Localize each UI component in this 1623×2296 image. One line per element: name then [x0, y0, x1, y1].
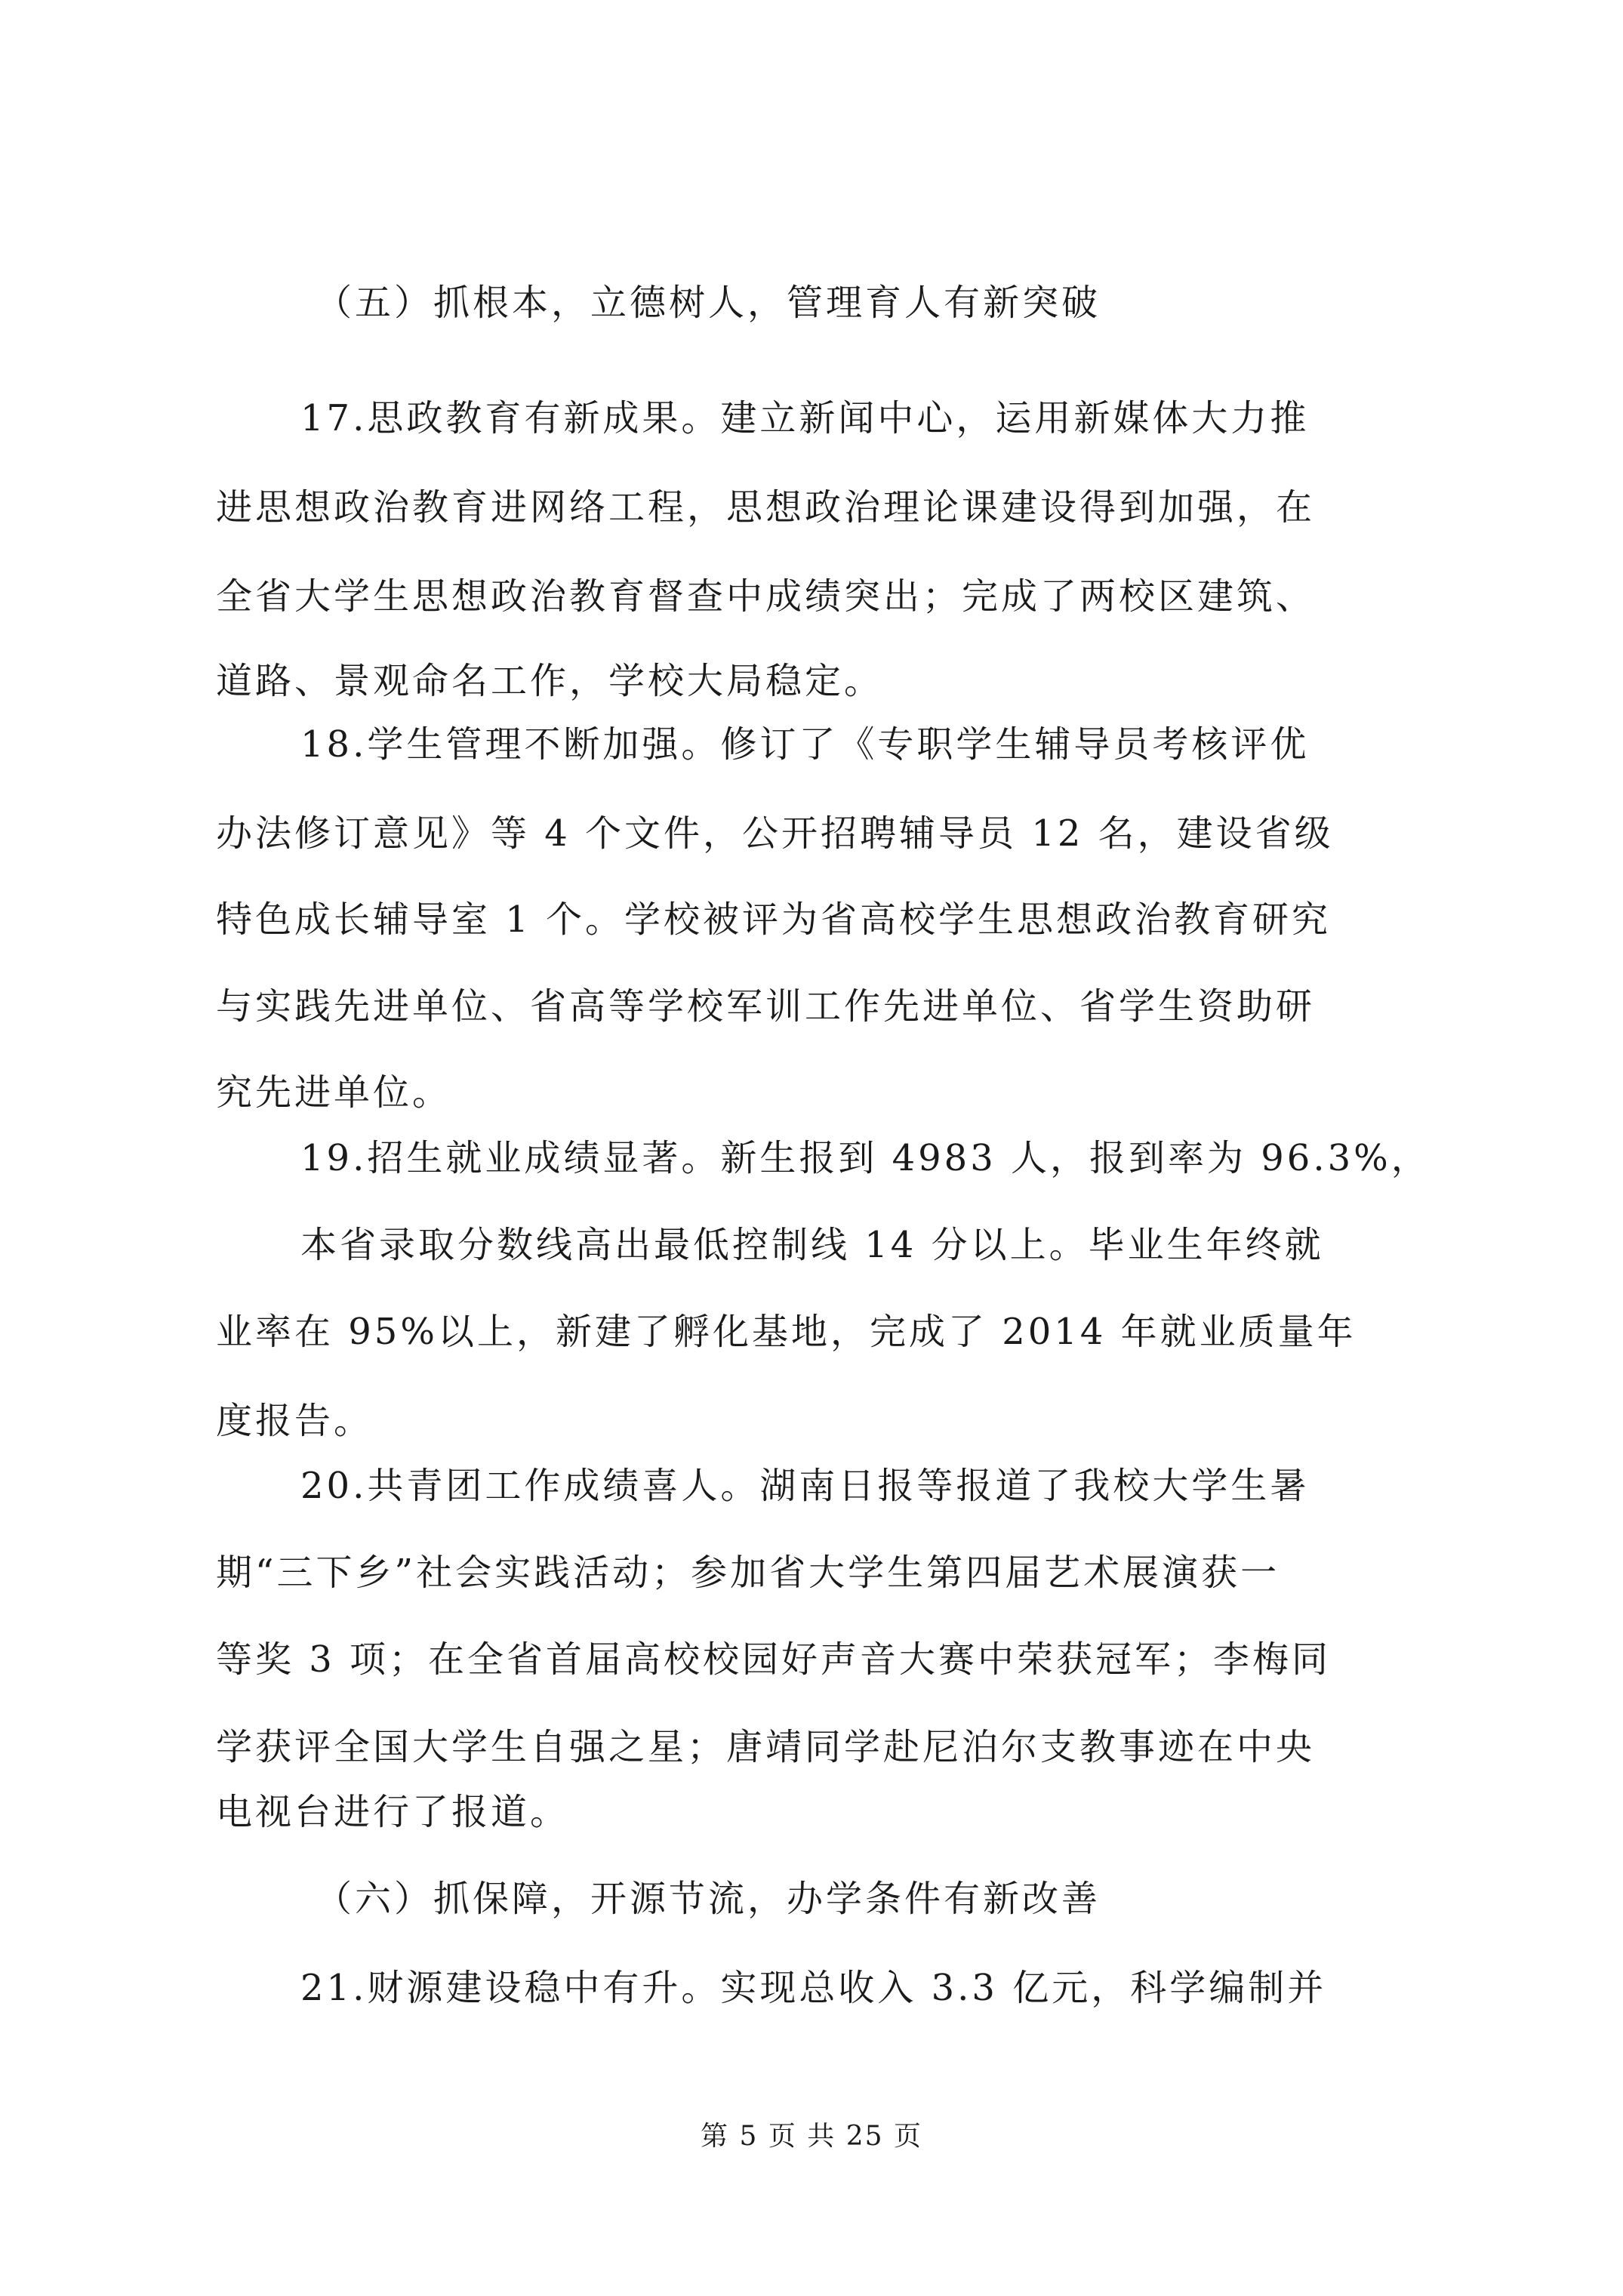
paragraph-19-line-4: 度报告。: [216, 1400, 374, 1442]
paragraph-17-line-1: 17.思政教育有新成果。建立新闻中心，运用新媒体大力推: [300, 397, 1310, 439]
paragraph-18-line-3: 特色成长辅导室 1 个。学校被评为省高校学生思想政治教育研究: [216, 898, 1332, 941]
paragraph-20-line-2: 期“三下乡”社会实践活动；参加省大学生第四届艺术展演获一: [216, 1552, 1280, 1594]
paragraph-20-line-3: 等奖 3 项；在全省首届高校校园好声音大赛中荣获冠军；李梅同: [216, 1638, 1332, 1681]
section-heading-five: （五）抓根本，立德树人，管理育人有新突破: [316, 282, 1101, 324]
paragraph-19-line-1: 19.招生就业成绩显著。新生报到 4983 人，报到率为 96.3%，: [300, 1137, 1431, 1179]
paragraph-20-line-4: 学获评全国大学生自强之星；唐靖同学赴尼泊尔支教事迹在中央: [216, 1726, 1316, 1768]
paragraph-18-line-4: 与实践先进单位、省高等学校军训工作先进单位、省学生资助研: [216, 985, 1316, 1028]
paragraph-19-line-3: 业率在 95%以上，新建了孵化基地，完成了 2014 年就业质量年: [216, 1311, 1357, 1353]
paragraph-20-line-5: 电视台进行了报道。: [216, 1791, 570, 1833]
paragraph-19-line-2: 本省录取分数线高出最低控制线 14 分以上。毕业生年终就: [300, 1224, 1324, 1266]
paragraph-21-line-1: 21.财源建设稳中有升。实现总收入 3.3 亿元，科学编制并: [300, 1967, 1327, 2009]
paragraph-17-line-3: 全省大学生思想政治教育督查中成绩突出；完成了两校区建筑、: [216, 575, 1316, 618]
section-heading-six: （六）抓保障，开源节流，办学条件有新改善: [316, 1878, 1101, 1920]
paragraph-18-line-2: 办法修订意见》等 4 个文件，公开招聘辅导员 12 名，建设省级: [216, 812, 1334, 855]
paragraph-18-line-5: 究先进单位。: [216, 1071, 452, 1114]
paragraph-20-line-1: 20.共青团工作成绩喜人。湖南日报等报道了我校大学生暑: [300, 1465, 1310, 1507]
paragraph-18-line-1: 18.学生管理不断加强。修订了《专职学生辅导员考核评优: [300, 723, 1310, 766]
paragraph-17-line-4: 道路、景观命名工作，学校大局稳定。: [216, 660, 884, 702]
paragraph-17-line-2: 进思想政治教育进网络工程，思想政治理论课建设得到加强，在: [216, 486, 1316, 529]
page-footer: 第 5 页 共 25 页: [701, 2121, 922, 2152]
